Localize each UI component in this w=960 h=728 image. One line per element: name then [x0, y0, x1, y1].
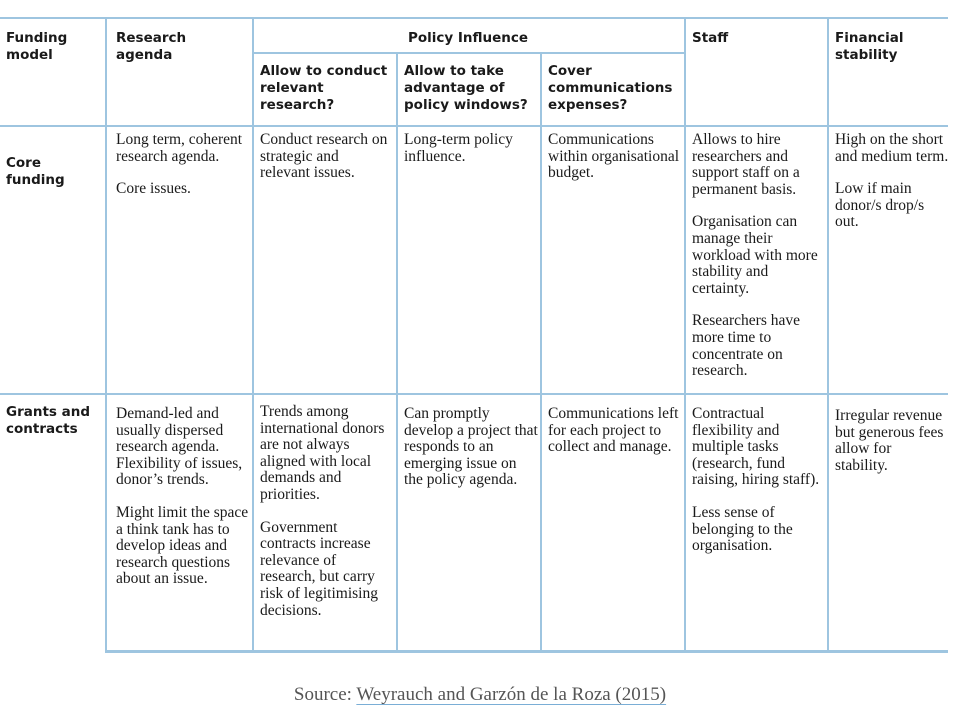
cell-paragraph: Demand-led and usually dispersed research agenda. Flexibility of issues, donor’s trends.: [116, 405, 243, 489]
cell-core-communications: [548, 132, 680, 182]
row-label-grants-contracts: Grants and contracts: [6, 404, 91, 437]
header-bottom-border: [0, 125, 948, 127]
cell-paragraph: Government contracts increase relevance of research, but carry risk of legitimising decisions.: [260, 518, 378, 619]
column-divider: [252, 17, 254, 653]
column-divider: [540, 52, 542, 653]
cell-paragraph: Long-term policy influence.: [404, 131, 513, 165]
cell-paragraph: Low if main donor/s drop/s out.: [835, 180, 925, 231]
cell-core-staff: [692, 132, 824, 380]
cell-paragraph: Trends among international donors are not always aligned with local demands and priorities.: [260, 403, 385, 503]
cell-core-research-agenda: [116, 132, 248, 198]
header-policy-windows: Allow to take advantage of policy windows?: [404, 63, 528, 113]
cell-paragraph: High on the short and medium term.: [835, 131, 949, 165]
source-prefix: Source:: [293, 684, 357, 705]
source-citation: [0, 684, 960, 706]
header-funding-model: Funding model: [6, 30, 68, 63]
cell-paragraph: Might limit the space a think tank has to develop ideas and research questions about an issue.: [116, 503, 249, 588]
header-policy-influence: Policy Influence: [407, 30, 529, 46]
cell-paragraph: Communications within organisational budget.: [548, 131, 680, 182]
column-divider: [684, 17, 686, 653]
cell-paragraph: Less sense of belonging to the organisation.: [692, 503, 793, 555]
cell-paragraph: Organisation can manage their workload with more stability and certainty.: [692, 213, 818, 297]
cell-paragraph: Irregular revenue but generous fees allow for stability.: [835, 407, 944, 474]
cell-core-financial: [835, 132, 949, 231]
column-divider: [827, 17, 829, 653]
table-bottom-border: [105, 650, 948, 653]
cell-grants-conduct-research: [260, 404, 394, 619]
cell-paragraph: Allows to hire researchers and support staff on a permanent basis.: [692, 131, 800, 198]
column-divider: [105, 17, 107, 653]
cell-paragraph: Conduct research on strategic and relevant issues.: [260, 131, 388, 182]
header-financial-stability: Financial stability: [835, 30, 904, 63]
cell-paragraph: Contractual flexibility and multiple tasks (research, fund raising, hiring staff).: [692, 405, 820, 489]
cell-grants-communications: [548, 406, 680, 456]
table-top-border: [0, 17, 948, 19]
cell-grants-research-agenda: [116, 406, 250, 588]
source-link[interactable]: Weyrauch and Garzón de la Roza (2015): [356, 684, 667, 705]
cell-paragraph: Communications left for each project to collect and manage.: [548, 405, 679, 456]
header-research-agenda: Research agenda: [116, 30, 187, 63]
header-conduct-research: Allow to conduct relevant research?: [260, 63, 388, 113]
cell-grants-staff: [692, 406, 824, 555]
row-divider: [0, 393, 948, 395]
header-staff: Staff: [692, 30, 729, 46]
row-label-core-funding: Core funding: [6, 155, 65, 188]
cell-paragraph: Long term, coherent research agenda.: [116, 131, 243, 165]
cell-core-conduct-research: [260, 132, 392, 182]
cell-grants-financial: [835, 408, 945, 474]
cell-paragraph: Core issues.: [116, 180, 191, 198]
cell-paragraph: Researchers have more time to concentrate on research.: [692, 312, 801, 380]
header-communications: Cover communications expenses?: [548, 63, 673, 113]
policy-header-divider: [252, 52, 684, 54]
cell-paragraph: Can promptly develop a project that responds to an emerging issue on the policy agenda.: [404, 405, 538, 489]
column-divider: [396, 52, 398, 653]
cell-grants-policy-windows: [404, 406, 538, 489]
cell-core-policy-windows: [404, 132, 536, 165]
